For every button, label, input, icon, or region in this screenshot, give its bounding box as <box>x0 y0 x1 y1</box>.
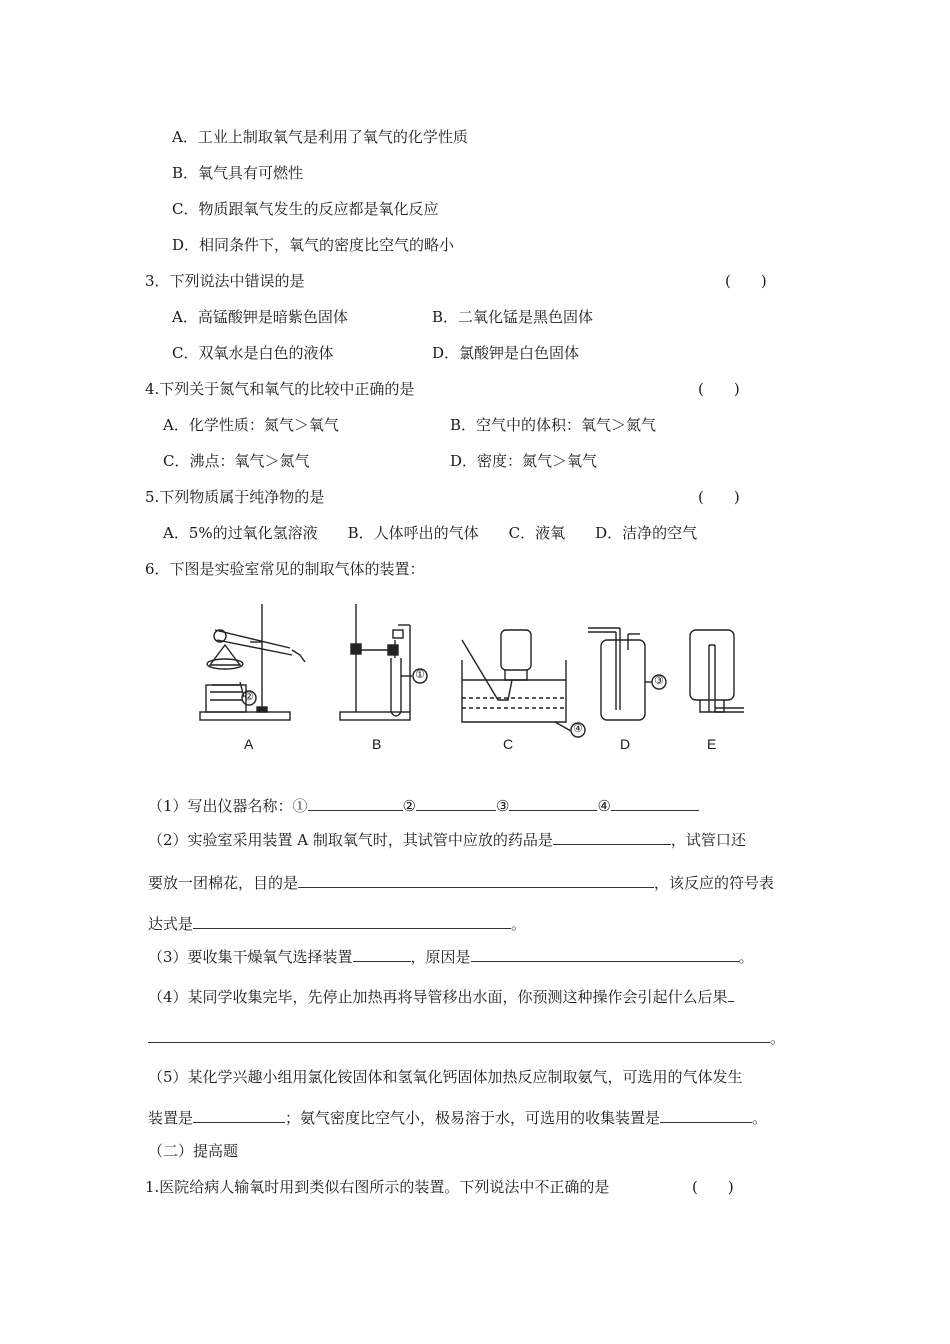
figure-label-c: C <box>503 736 514 752</box>
q3-stem: 3．下列说法中错误的是 <box>145 272 305 290</box>
q6-part2-text-f: 。 <box>511 915 527 933</box>
blank-reason[interactable] <box>471 947 739 962</box>
blank-ammonia-generator[interactable] <box>193 1108 285 1123</box>
q3-option-b: B．二氧化锰是黑色固体 <box>432 308 594 326</box>
q6-part3 <box>148 947 754 967</box>
q2-option-b: B．氧气具有可燃性 <box>172 164 304 182</box>
q3-answer-paren[interactable]: ( ) <box>725 272 767 290</box>
q6-part2-line3 <box>148 914 526 934</box>
figure-label-e: E <box>707 736 717 752</box>
q6-part1-marker2: ② <box>402 797 416 815</box>
blank-dry-collect-device[interactable] <box>353 947 411 962</box>
q6-part5-line2 <box>148 1108 767 1128</box>
marker-2: ② <box>244 691 254 703</box>
blank-ammonia-collector[interactable] <box>660 1108 752 1123</box>
q3-option-c: C．双氧水是白色的液体 <box>172 344 334 362</box>
q5-options: A．5%的过氧化氢溶液 B．人体呼出的气体 C．液氧 D．洁净的空气 <box>163 524 698 542</box>
figure-label-a: A <box>244 736 254 752</box>
q6-part1 <box>148 796 699 816</box>
q4-option-a: A．化学性质：氮气＞氧气 <box>163 416 339 434</box>
q6-part2-text-b: ，试管口还 <box>670 831 746 849</box>
q3-option-d: D．氯酸钾是白色固体 <box>432 344 580 362</box>
blank-instrument-1[interactable] <box>308 796 403 811</box>
blank-instrument-3[interactable] <box>509 796 597 811</box>
q2-option-a: A．工业上制取氧气是利用了氧气的化学性质 <box>172 128 468 146</box>
q4-stem: 4.下列关于氮气和氧气的比较中正确的是 <box>145 380 415 398</box>
figure-label-b: B <box>372 736 382 752</box>
q4-option-b: B．空气中的体积：氧气＞氮气 <box>450 416 657 434</box>
q6-part2-text-d: ，该反应的符号表 <box>654 874 775 892</box>
q6-part1-prefix: （1）写出仪器名称：① <box>148 797 308 815</box>
q6-part2-line1 <box>148 830 746 850</box>
q6-part5-line1: （5）某化学兴趣小组用氯化铵固体和氢氧化钙固体加热反应制取氨气，可选用的气体发生 <box>148 1068 743 1086</box>
q6-part5-text-d: 。 <box>752 1109 768 1127</box>
q2-option-c: C．物质跟氧气发生的反应都是氧化反应 <box>172 200 439 218</box>
q6-part3-text-b: ，原因是 <box>410 948 471 966</box>
q4-answer-paren[interactable]: ( ) <box>698 380 740 398</box>
q6-part1-marker4: ④ <box>597 797 611 815</box>
marker-3: ③ <box>654 675 664 687</box>
q6-part1-marker3: ③ <box>496 797 510 815</box>
blank-drug[interactable] <box>553 830 671 845</box>
q5-answer-paren[interactable]: ( ) <box>698 488 740 506</box>
q6-part2-line2 <box>148 873 774 893</box>
q4-option-c: C．沸点：氧气＞氮气 <box>163 452 310 470</box>
marker-4: ④ <box>573 723 583 735</box>
q6-part2-text-c: 要放一团棉花，目的是 <box>148 874 299 892</box>
q6-part5-text-c: ；氨气密度比空气小，极易溶于水，可选用的收集装置是 <box>285 1109 661 1127</box>
blank-cotton-purpose[interactable] <box>298 873 654 888</box>
q4-option-d: D．密度：氮气＞氧气 <box>450 452 598 470</box>
q6-part3-text-a: （3）要收集干燥氧气选择装置 <box>148 948 353 966</box>
q6-part4-line2 <box>148 1028 785 1048</box>
blank-instrument-4[interactable] <box>611 796 699 811</box>
q6-part4-text-b: 。 <box>770 1029 786 1047</box>
q2-option-d: D．相同条件下，氧气的密度比空气的略小 <box>172 236 455 254</box>
q6-part4-line1 <box>148 987 734 1007</box>
q6-part5-text-b: 装置是 <box>148 1109 194 1127</box>
blank-equation[interactable] <box>193 914 511 929</box>
q3-option-a: A．高锰酸钾是暗紫色固体 <box>172 308 348 326</box>
q6-part4-text-a: （4）某同学收集完毕，先停止加热再将导管移出水面，你预测这种操作会引起什么后果 <box>148 988 728 1006</box>
section2-q1-answer-paren[interactable]: ( ) <box>692 1178 734 1196</box>
section2-q1-stem: 1.医院给病人输氧时用到类似右图所示的装置。下列说法中不正确的是 <box>145 1178 610 1196</box>
q6-part2-text-e: 达式是 <box>148 915 194 933</box>
figure-label-d: D <box>620 736 631 752</box>
q6-part3-text-c: 。 <box>738 948 754 966</box>
q5-stem: 5.下列物质属于纯净物的是 <box>145 488 325 506</box>
blank-consequence[interactable] <box>148 1028 770 1043</box>
blank-instrument-2[interactable] <box>416 796 496 811</box>
marker-1: ① <box>415 669 425 681</box>
section2-title: （二）提高题 <box>148 1142 239 1160</box>
blank-consequence-start[interactable] <box>728 987 734 1002</box>
q6-part2-text-a: （2）实验室采用装置 A 制取氧气时，其试管中应放的药品是 <box>148 831 553 849</box>
q6-stem: 6．下图是实验室常见的制取气体的装置： <box>145 560 425 578</box>
